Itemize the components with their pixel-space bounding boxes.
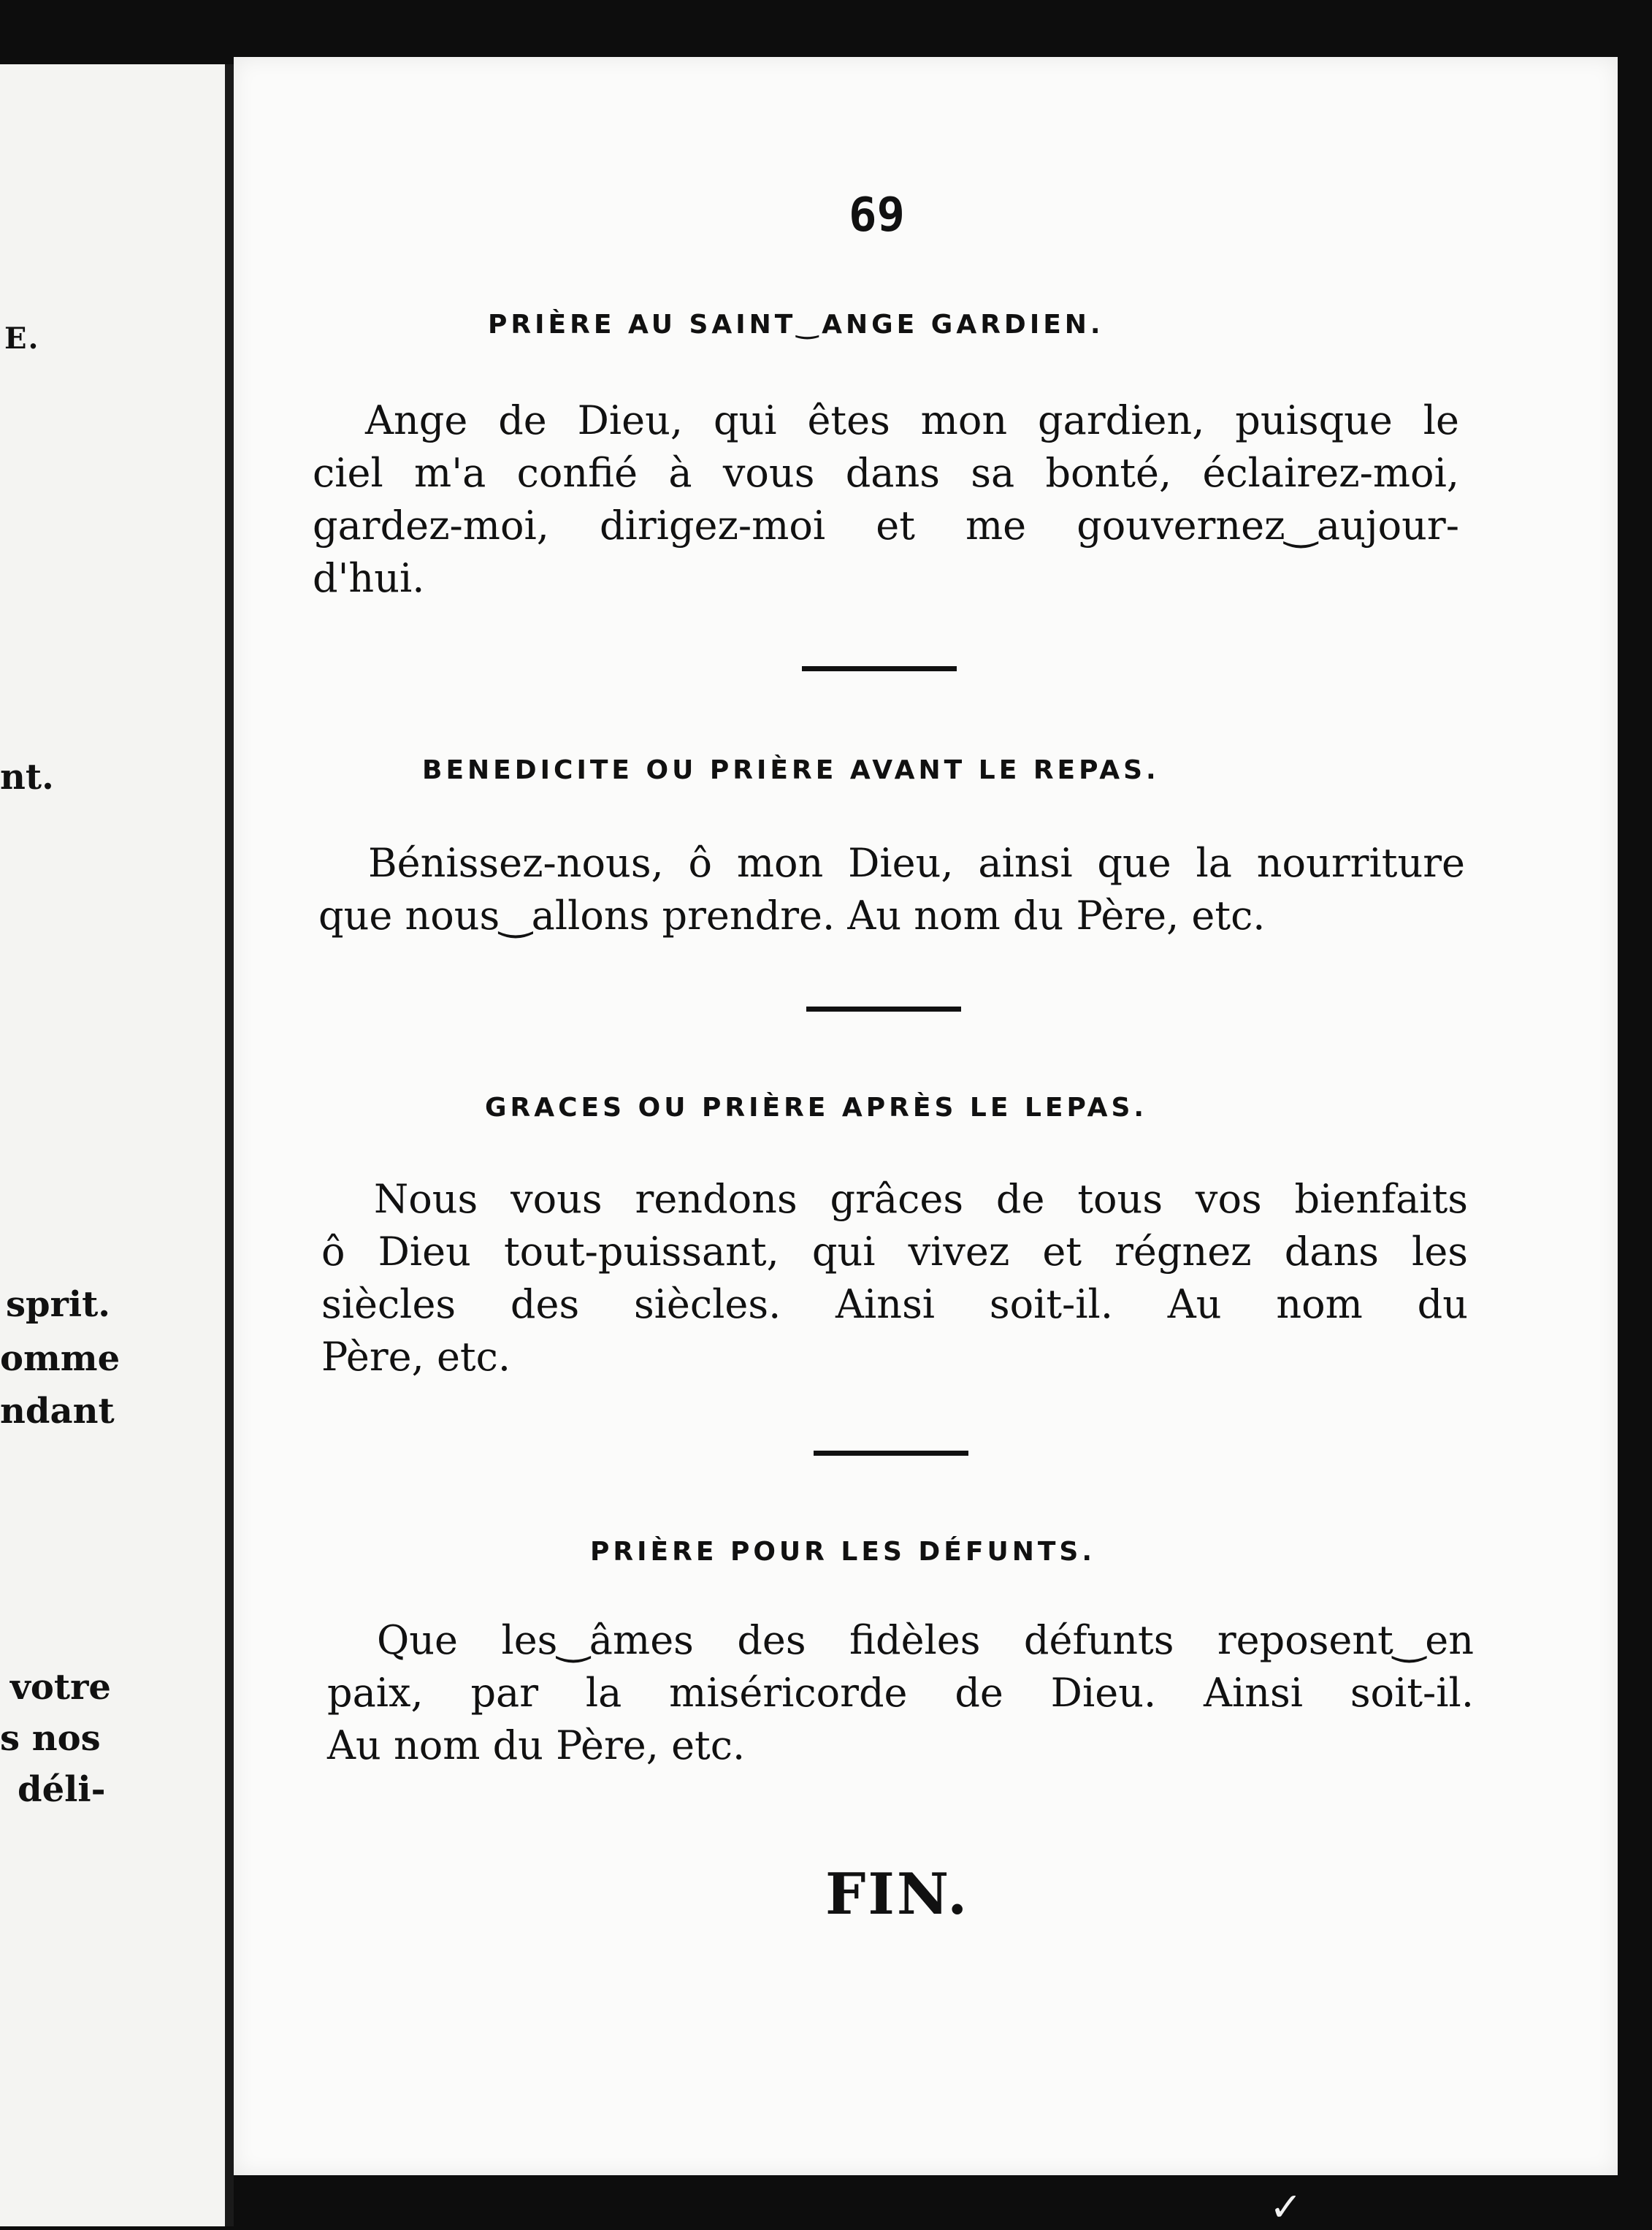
- left-fragment: s nos: [0, 1718, 101, 1759]
- section-heading: GRACES OU PRIÈRE APRÈS LE LEPAS.: [485, 1093, 1148, 1123]
- left-fragment: déli-: [18, 1769, 106, 1810]
- left-fragment: ndant: [0, 1391, 115, 1432]
- section-heading: PRIÈRE AU SAINT‿ANGE GARDIEN.: [488, 310, 1104, 340]
- left-fragment: E.: [4, 321, 40, 356]
- section-paragraph: [318, 837, 1465, 942]
- section-heading: BENEDICITE OU PRIÈRE AVANT LE REPAS.: [422, 755, 1160, 785]
- book-gutter: [225, 64, 234, 2226]
- paragraph-line: Nous vous rendons grâces de tous vos bienfaits: [374, 1176, 1468, 1222]
- paragraph-line: Bénissez-nous, ô mon Dieu, ainsi que la nourriture: [368, 840, 1465, 886]
- left-fragment: nt.: [0, 757, 54, 798]
- section-divider: [802, 666, 957, 671]
- pencil-check-mark-icon: ✓: [1269, 2184, 1303, 2230]
- paragraph-line: d'hui.: [313, 555, 425, 601]
- section-divider: [814, 1451, 968, 1456]
- scan-border-bottom: [234, 2175, 1652, 2226]
- page-number: 69: [849, 188, 906, 243]
- scan-border-right: [1618, 57, 1652, 2226]
- paragraph-line: ciel m'a confié à vous dans sa bonté, éclairez-moi,: [313, 450, 1459, 496]
- section-paragraph: [327, 1614, 1474, 1772]
- paragraph-line: paix, par la miséricorde de Dieu. Ainsi soit-il.: [327, 1670, 1474, 1716]
- paragraph-line: siècles des siècles. Ainsi soit-il. Au nom du: [321, 1281, 1468, 1327]
- left-fragment: sprit.: [6, 1284, 110, 1325]
- paragraph-line: que nous‿allons prendre. Au nom du Père, etc.: [318, 893, 1266, 939]
- left-page: [0, 64, 228, 2226]
- paragraph-line: gardez-moi, dirigez-moi et me gouvernez‿aujour-: [313, 503, 1459, 549]
- section-heading: PRIÈRE POUR LES DÉFUNTS.: [590, 1537, 1095, 1567]
- section-paragraph: [321, 1173, 1468, 1383]
- section-paragraph: [313, 394, 1459, 605]
- paragraph-line: Que les‿âmes des fidèles défunts reposent‿en: [377, 1617, 1474, 1663]
- paragraph-line: Ange de Dieu, qui êtes mon gardien, puisque le: [365, 397, 1459, 443]
- paragraph-line: ô Dieu tout-puissant, qui vivez et régnez dans les: [321, 1229, 1468, 1275]
- left-fragment: votre: [10, 1667, 111, 1708]
- left-fragment: omme: [0, 1338, 121, 1379]
- section-divider: [806, 1007, 961, 1012]
- paragraph-line: Père, etc.: [321, 1334, 511, 1380]
- paragraph-line: Au nom du Père, etc.: [327, 1722, 746, 1768]
- closing-fin: FIN.: [825, 1861, 970, 1928]
